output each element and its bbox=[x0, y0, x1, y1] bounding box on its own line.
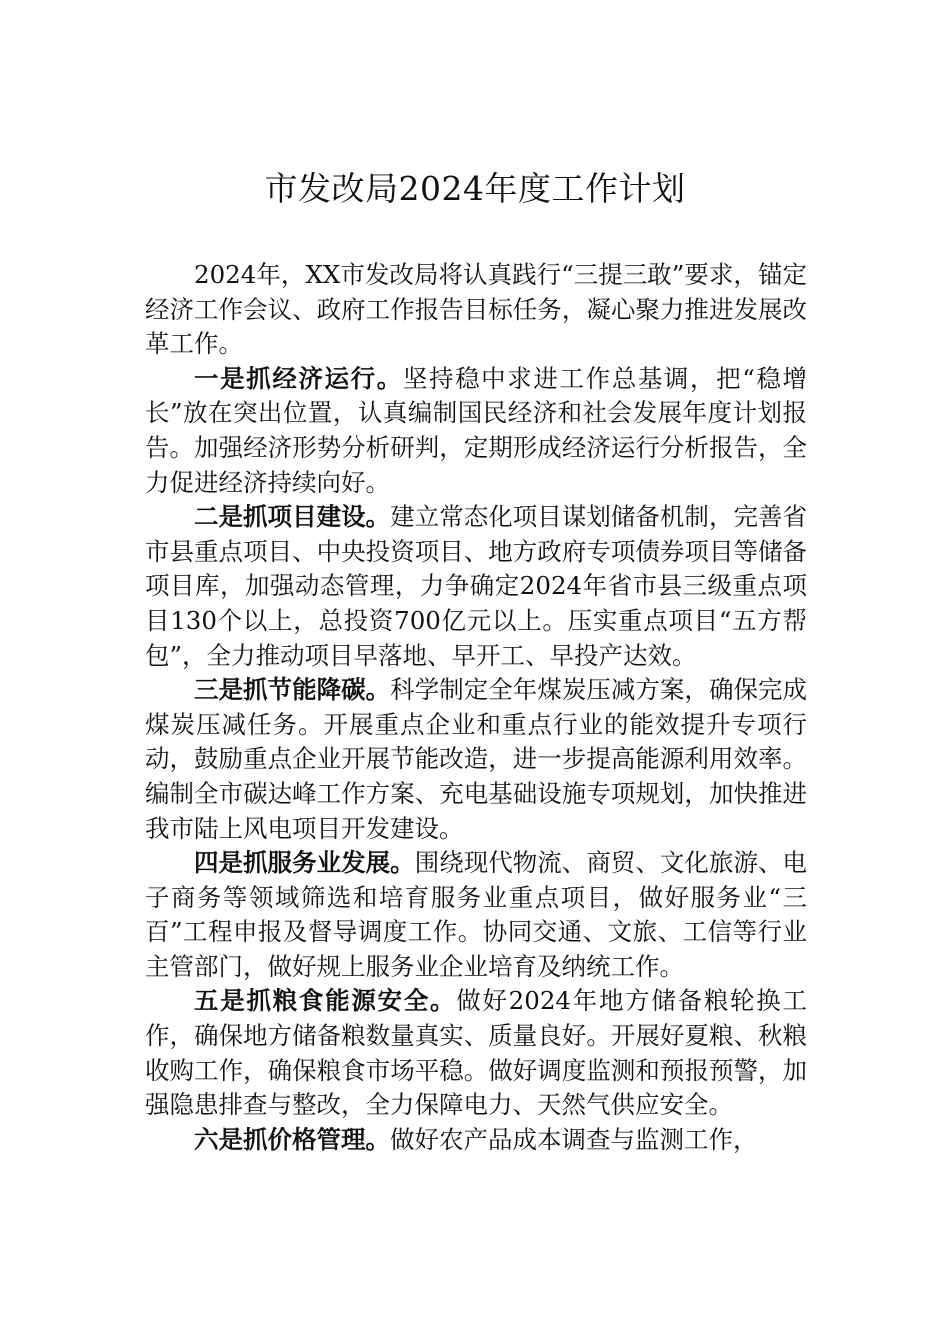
section-paragraph-3 bbox=[145, 673, 807, 846]
section-text-6: 做好农产品成本调查与监测工作， bbox=[390, 1124, 758, 1154]
section-heading-1: 一是抓经济运行。 bbox=[194, 363, 403, 393]
section-heading-6: 六是抓价格管理。 bbox=[194, 1124, 390, 1154]
section-paragraph-1 bbox=[145, 362, 807, 500]
section-text-5: 做好2024年地方储备粮轮换工作，确保地方储备粮数量真实、质量良好。开展好夏粮、秋粮收购工作，确保粮食市场平稳。做好调度监测和预报预警，加强隐患排查与整改，全力保障电力、天然气供应安全。 bbox=[145, 986, 807, 1120]
section-paragraph-4 bbox=[145, 846, 807, 984]
section-text-1: 坚持稳中求进工作总基调，把“稳增长”放在突出位置，认真编制国民经济和社会发展年度计划报告。加强经济形势分析研判，定期形成经济运行分析报告，全力促进经济持续向好。 bbox=[145, 363, 807, 497]
document-title: 市发改局2024年度工作计划 bbox=[264, 169, 686, 208]
section-heading-2: 二是抓项目建设。 bbox=[194, 502, 391, 532]
section-paragraph-5 bbox=[145, 984, 807, 1122]
document-body bbox=[145, 258, 807, 1157]
section-heading-4: 四是抓服务业发展。 bbox=[194, 848, 415, 878]
section-text-2: 建立常态化项目谋划储备机制，完善省市县重点项目、中央投资项目、地方政府专项债券项目等储备项目库，加强动态管理，力争确定2024年省市县三级重点项目130个以上，总投资700亿元以上。压实重点项目“五方帮包”，全力推动项目早落地、早开工、早投产达效。 bbox=[145, 502, 808, 670]
section-paragraph-2 bbox=[145, 500, 807, 673]
section-paragraph-6 bbox=[145, 1123, 807, 1158]
section-heading-3: 三是抓节能降碳。 bbox=[194, 675, 391, 705]
section-text-4: 围绕现代物流、商贸、文化旅游、电子商务等领域筛选和培育服务业重点项目，做好服务业“三百”工程申报及督导调度工作。协同交通、文旅、工信等行业主管部门，做好规上服务业企业培育及纳统工作。 bbox=[145, 848, 807, 981]
section-heading-5: 五是抓粮食能源安全。 bbox=[194, 986, 457, 1016]
intro-paragraph: 2024年，XX市发改局将认真践行“三提三敢”要求，锚定经济工作会议、政府工作报告目标任务，凝心聚力推进发展改革工作。 bbox=[145, 260, 807, 359]
section-text-3: 科学制定全年煤炭压减方案，确保完成煤炭压减任务。开展重点企业和重点行业的能效提升专项行动，鼓励重点企业开展节能改造，进一步提高能源利用效率。编制全市碳达峰工作方案、充电基础设施专项规划，加快推进我市陆上风电项目开发建设。 bbox=[145, 675, 808, 843]
